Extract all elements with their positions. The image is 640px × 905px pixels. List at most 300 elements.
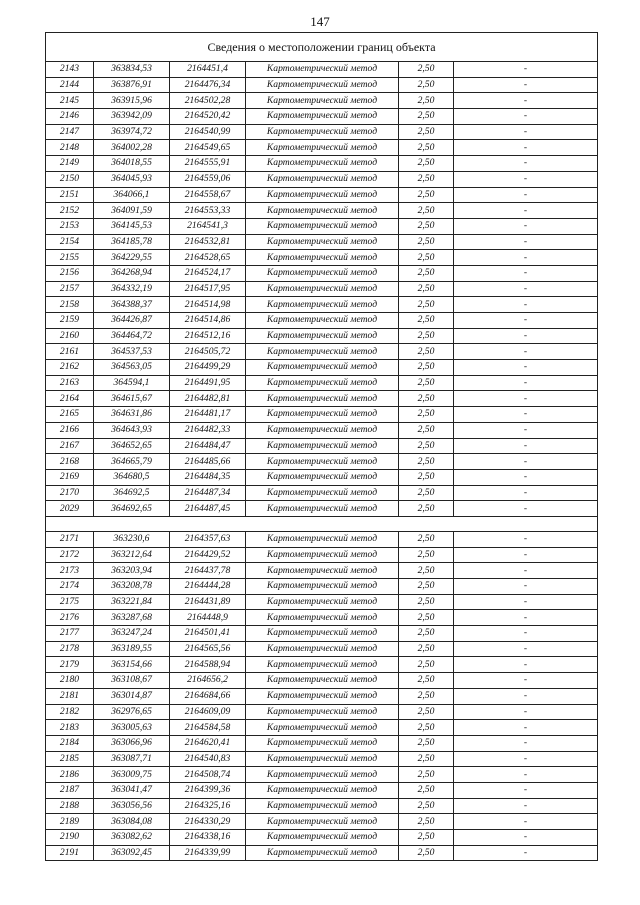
- cell-point-number: 2171: [46, 531, 94, 547]
- cell-method: Картометрический метод: [246, 735, 399, 751]
- cell-coord-x: 362976,65: [94, 704, 170, 720]
- table-row: [46, 673, 598, 689]
- cell-method: Картометрический метод: [246, 626, 399, 642]
- table-row: [46, 156, 598, 172]
- cell-accuracy: 2,50: [399, 140, 454, 156]
- cell-point-number: 2153: [46, 218, 94, 234]
- table-row: [46, 845, 598, 861]
- cell-description: -: [454, 798, 598, 814]
- cell-coord-x: 364537,53: [94, 344, 170, 360]
- cell-method: Картометрический метод: [246, 187, 399, 203]
- cell-description: -: [454, 156, 598, 172]
- cell-point-number: 2154: [46, 234, 94, 250]
- cell-method: Картометрический метод: [246, 234, 399, 250]
- cell-description: -: [454, 407, 598, 423]
- cell-point-number: 2169: [46, 469, 94, 485]
- cell-coord-x: 363203,94: [94, 563, 170, 579]
- cell-coord-x: 364145,53: [94, 218, 170, 234]
- table-row: [46, 814, 598, 830]
- cell-description: -: [454, 782, 598, 798]
- table-row: [46, 77, 598, 93]
- cell-accuracy: 2,50: [399, 156, 454, 172]
- cell-point-number: 2146: [46, 109, 94, 125]
- cell-method: Картометрический метод: [246, 673, 399, 689]
- cell-accuracy: 2,50: [399, 845, 454, 861]
- cell-coord-x: 364066,1: [94, 187, 170, 203]
- table-row: [46, 531, 598, 547]
- cell-coord-x: 364652,65: [94, 438, 170, 454]
- cell-coord-y: 2164540,99: [170, 124, 246, 140]
- cell-description: -: [454, 391, 598, 407]
- cell-accuracy: 2,50: [399, 673, 454, 689]
- cell-method: Картометрический метод: [246, 360, 399, 376]
- cell-point-number: 2163: [46, 375, 94, 391]
- cell-point-number: 2157: [46, 281, 94, 297]
- cell-coord-x: 364594,1: [94, 375, 170, 391]
- cell-description: -: [454, 297, 598, 313]
- cell-description: -: [454, 469, 598, 485]
- cell-coord-x: 363082,62: [94, 830, 170, 846]
- cell-coord-y: 2164528,65: [170, 250, 246, 266]
- cell-coord-y: 2164514,86: [170, 313, 246, 329]
- table-row: [46, 641, 598, 657]
- table-row: [46, 798, 598, 814]
- cell-coord-x: 364229,55: [94, 250, 170, 266]
- cell-accuracy: 2,50: [399, 814, 454, 830]
- cell-method: Картометрический метод: [246, 485, 399, 501]
- cell-accuracy: 2,50: [399, 563, 454, 579]
- cell-coord-x: 364332,19: [94, 281, 170, 297]
- cell-description: -: [454, 218, 598, 234]
- cell-point-number: 2190: [46, 830, 94, 846]
- cell-method: Картометрический метод: [246, 469, 399, 485]
- cell-coord-y: 2164505,72: [170, 344, 246, 360]
- cell-description: -: [454, 124, 598, 140]
- cell-point-number: 2147: [46, 124, 94, 140]
- cell-accuracy: 2,50: [399, 281, 454, 297]
- cell-accuracy: 2,50: [399, 626, 454, 642]
- table-row: [46, 751, 598, 767]
- cell-accuracy: 2,50: [399, 234, 454, 250]
- cell-point-number: 2158: [46, 297, 94, 313]
- cell-coord-x: 364464,72: [94, 328, 170, 344]
- cell-accuracy: 2,50: [399, 344, 454, 360]
- cell-accuracy: 2,50: [399, 579, 454, 595]
- cell-coord-x: 363212,64: [94, 547, 170, 563]
- cell-point-number: 2162: [46, 360, 94, 376]
- cell-accuracy: 2,50: [399, 313, 454, 329]
- cell-coord-y: 2164656,2: [170, 673, 246, 689]
- cell-method: Картометрический метод: [246, 422, 399, 438]
- cell-point-number: 2159: [46, 313, 94, 329]
- cell-coord-y: 2164620,41: [170, 735, 246, 751]
- cell-coord-y: 2164487,34: [170, 485, 246, 501]
- cell-coord-y: 2164476,34: [170, 77, 246, 93]
- table-row: [46, 250, 598, 266]
- cell-accuracy: 2,50: [399, 454, 454, 470]
- table-row: [46, 626, 598, 642]
- cell-accuracy: 2,50: [399, 407, 454, 423]
- cell-accuracy: 2,50: [399, 265, 454, 281]
- cell-method: Картометрический метод: [246, 140, 399, 156]
- cell-method: Картометрический метод: [246, 265, 399, 281]
- table-row: [46, 485, 598, 501]
- table-row: [46, 265, 598, 281]
- cell-description: -: [454, 281, 598, 297]
- table-row: [46, 407, 598, 423]
- cell-description: -: [454, 641, 598, 657]
- cell-accuracy: 2,50: [399, 782, 454, 798]
- cell-coord-x: 364563,05: [94, 360, 170, 376]
- cell-coord-x: 363041,47: [94, 782, 170, 798]
- cell-coord-x: 363230,6: [94, 531, 170, 547]
- cell-description: -: [454, 657, 598, 673]
- cell-method: Картометрический метод: [246, 814, 399, 830]
- cell-coord-y: 2164485,66: [170, 454, 246, 470]
- table-row: [46, 547, 598, 563]
- cell-accuracy: 2,50: [399, 218, 454, 234]
- cell-method: Картометрический метод: [246, 344, 399, 360]
- cell-description: -: [454, 720, 598, 736]
- cell-accuracy: 2,50: [399, 704, 454, 720]
- cell-coord-y: 2164357,63: [170, 531, 246, 547]
- table-row: [46, 281, 598, 297]
- cell-description: -: [454, 140, 598, 156]
- cell-description: -: [454, 563, 598, 579]
- cell-accuracy: 2,50: [399, 767, 454, 783]
- cell-coord-x: 363092,45: [94, 845, 170, 861]
- cell-point-number: 2029: [46, 501, 94, 517]
- cell-description: -: [454, 203, 598, 219]
- cell-point-number: 2145: [46, 93, 94, 109]
- cell-coord-y: 2164514,98: [170, 297, 246, 313]
- cell-method: Картометрический метод: [246, 109, 399, 125]
- cell-accuracy: 2,50: [399, 328, 454, 344]
- cell-coord-x: 363287,68: [94, 610, 170, 626]
- cell-point-number: 2166: [46, 422, 94, 438]
- cell-coord-x: 363108,67: [94, 673, 170, 689]
- cell-coord-x: 363834,53: [94, 62, 170, 78]
- cell-method: Картометрический метод: [246, 531, 399, 547]
- table-row: [46, 501, 598, 517]
- cell-method: Картометрический метод: [246, 93, 399, 109]
- table-row: [46, 328, 598, 344]
- table-row: [46, 688, 598, 704]
- cell-coord-y: 2164484,47: [170, 438, 246, 454]
- cell-coord-y: 2164508,74: [170, 767, 246, 783]
- page-number: 147: [310, 14, 330, 29]
- cell-coord-y: 2164609,09: [170, 704, 246, 720]
- cell-description: -: [454, 626, 598, 642]
- cell-coord-y: 2164684,66: [170, 688, 246, 704]
- cell-accuracy: 2,50: [399, 657, 454, 673]
- cell-description: -: [454, 171, 598, 187]
- cell-coord-y: 2164499,29: [170, 360, 246, 376]
- cell-accuracy: 2,50: [399, 250, 454, 266]
- table-row: [46, 218, 598, 234]
- table-row: [46, 391, 598, 407]
- cell-accuracy: 2,50: [399, 720, 454, 736]
- cell-accuracy: 2,50: [399, 531, 454, 547]
- cell-coord-x: 363208,78: [94, 579, 170, 595]
- cell-description: -: [454, 375, 598, 391]
- cell-coord-x: 363056,56: [94, 798, 170, 814]
- cell-method: Картометрический метод: [246, 501, 399, 517]
- cell-description: -: [454, 767, 598, 783]
- cell-method: Картометрический метод: [246, 830, 399, 846]
- table-row: [46, 93, 598, 109]
- cell-method: Картометрический метод: [246, 563, 399, 579]
- cell-accuracy: 2,50: [399, 187, 454, 203]
- cell-description: -: [454, 673, 598, 689]
- cell-coord-y: 2164482,81: [170, 391, 246, 407]
- cell-description: -: [454, 594, 598, 610]
- cell-method: Картометрический метод: [246, 281, 399, 297]
- cell-coord-y: 2164487,45: [170, 501, 246, 517]
- cell-description: -: [454, 360, 598, 376]
- cell-coord-y: 2164555,91: [170, 156, 246, 172]
- cell-accuracy: 2,50: [399, 360, 454, 376]
- cell-point-number: 2150: [46, 171, 94, 187]
- cell-coord-y: 2164481,17: [170, 407, 246, 423]
- table-row: [46, 313, 598, 329]
- cell-point-number: 2149: [46, 156, 94, 172]
- cell-description: -: [454, 688, 598, 704]
- cell-point-number: 2173: [46, 563, 94, 579]
- table-row: [46, 469, 598, 485]
- cell-accuracy: 2,50: [399, 469, 454, 485]
- table-row: [46, 579, 598, 595]
- cell-coord-x: 364018,55: [94, 156, 170, 172]
- cell-coord-x: 364045,93: [94, 171, 170, 187]
- cell-point-number: 2156: [46, 265, 94, 281]
- cell-accuracy: 2,50: [399, 688, 454, 704]
- cell-point-number: 2152: [46, 203, 94, 219]
- cell-coord-x: 364692,65: [94, 501, 170, 517]
- table-row: [46, 563, 598, 579]
- cell-point-number: 2164: [46, 391, 94, 407]
- table-row: [46, 704, 598, 720]
- cell-coord-y: 2164484,35: [170, 469, 246, 485]
- cell-method: Картометрический метод: [246, 313, 399, 329]
- cell-coord-x: 363154,66: [94, 657, 170, 673]
- cell-accuracy: 2,50: [399, 501, 454, 517]
- cell-accuracy: 2,50: [399, 485, 454, 501]
- cell-coord-y: 2164559,06: [170, 171, 246, 187]
- cell-coord-x: 364643,93: [94, 422, 170, 438]
- cell-method: Картометрический метод: [246, 657, 399, 673]
- cell-method: Картометрический метод: [246, 720, 399, 736]
- cell-coord-x: 363087,71: [94, 751, 170, 767]
- cell-description: -: [454, 830, 598, 846]
- cell-accuracy: 2,50: [399, 124, 454, 140]
- table-row: [46, 109, 598, 125]
- cell-accuracy: 2,50: [399, 610, 454, 626]
- table-title-row: [46, 33, 598, 62]
- cell-coord-x: 363189,55: [94, 641, 170, 657]
- cell-coord-y: 2164325,16: [170, 798, 246, 814]
- table-row: [46, 830, 598, 846]
- cell-point-number: 2161: [46, 344, 94, 360]
- cell-point-number: 2160: [46, 328, 94, 344]
- cell-description: -: [454, 77, 598, 93]
- cell-point-number: 2185: [46, 751, 94, 767]
- cell-coord-x: 364615,67: [94, 391, 170, 407]
- cell-coord-y: 2164399,36: [170, 782, 246, 798]
- cell-method: Картометрический метод: [246, 328, 399, 344]
- cell-coord-y: 2164338,16: [170, 830, 246, 846]
- cell-coord-x: 364631,86: [94, 407, 170, 423]
- cell-method: Картометрический метод: [246, 547, 399, 563]
- cell-point-number: 2176: [46, 610, 94, 626]
- cell-description: -: [454, 313, 598, 329]
- table-row: [46, 203, 598, 219]
- cell-point-number: 2188: [46, 798, 94, 814]
- cell-coord-y: 2164520,42: [170, 109, 246, 125]
- cell-method: Картометрический метод: [246, 297, 399, 313]
- cell-point-number: 2143: [46, 62, 94, 78]
- table-row: [46, 187, 598, 203]
- cell-coord-x: 364426,87: [94, 313, 170, 329]
- cell-coord-x: 363974,72: [94, 124, 170, 140]
- cell-coord-x: 363014,87: [94, 688, 170, 704]
- cell-coord-y: 2164330,29: [170, 814, 246, 830]
- cell-method: Картометрический метод: [246, 845, 399, 861]
- cell-coord-y: 2164501,41: [170, 626, 246, 642]
- cell-coord-x: 364665,79: [94, 454, 170, 470]
- table-row: [46, 234, 598, 250]
- cell-description: -: [454, 485, 598, 501]
- cell-coord-x: 364091,59: [94, 203, 170, 219]
- cell-coord-y: 2164584,58: [170, 720, 246, 736]
- cell-coord-x: 363005,63: [94, 720, 170, 736]
- table-row: [46, 454, 598, 470]
- cell-description: -: [454, 422, 598, 438]
- table-row: [46, 171, 598, 187]
- cell-point-number: 2175: [46, 594, 94, 610]
- cell-point-number: 2178: [46, 641, 94, 657]
- cell-accuracy: 2,50: [399, 203, 454, 219]
- table-row: [46, 782, 598, 798]
- cell-description: -: [454, 751, 598, 767]
- cell-description: -: [454, 547, 598, 563]
- cell-description: -: [454, 501, 598, 517]
- table-row: [46, 344, 598, 360]
- cell-point-number: 2168: [46, 454, 94, 470]
- cell-accuracy: 2,50: [399, 594, 454, 610]
- cell-point-number: 2180: [46, 673, 94, 689]
- cell-method: Картометрический метод: [246, 751, 399, 767]
- cell-accuracy: 2,50: [399, 109, 454, 125]
- cell-coord-y: 2164451,4: [170, 62, 246, 78]
- cell-method: Картометрический метод: [246, 375, 399, 391]
- cell-description: -: [454, 735, 598, 751]
- cell-accuracy: 2,50: [399, 641, 454, 657]
- cell-point-number: 2165: [46, 407, 94, 423]
- cell-coord-y: 2164524,17: [170, 265, 246, 281]
- cell-coord-y: 2164448,9: [170, 610, 246, 626]
- cell-coord-x: 364002,28: [94, 140, 170, 156]
- table-row: [46, 438, 598, 454]
- cell-description: -: [454, 610, 598, 626]
- cell-method: Картометрический метод: [246, 610, 399, 626]
- boundary-coordinates-table: [45, 32, 598, 861]
- cell-coord-x: 364185,78: [94, 234, 170, 250]
- cell-coord-y: 2164549,65: [170, 140, 246, 156]
- cell-method: Картометрический метод: [246, 156, 399, 172]
- cell-coord-y: 2164558,67: [170, 187, 246, 203]
- cell-description: -: [454, 814, 598, 830]
- cell-method: Картометрический метод: [246, 62, 399, 78]
- cell-accuracy: 2,50: [399, 547, 454, 563]
- table-title: Сведения о местоположении границ объекта: [46, 33, 598, 62]
- cell-point-number: 2186: [46, 767, 94, 783]
- cell-point-number: 2191: [46, 845, 94, 861]
- cell-method: Картометрический метод: [246, 798, 399, 814]
- table-row: [46, 297, 598, 313]
- cell-method: Картометрический метод: [246, 767, 399, 783]
- cell-accuracy: 2,50: [399, 171, 454, 187]
- cell-method: Картометрический метод: [246, 77, 399, 93]
- cell-coord-y: 2164491,95: [170, 375, 246, 391]
- table-row: [46, 375, 598, 391]
- cell-coord-y: 2164482,33: [170, 422, 246, 438]
- cell-point-number: 2179: [46, 657, 94, 673]
- cell-point-number: 2155: [46, 250, 94, 266]
- cell-method: Картометрический метод: [246, 454, 399, 470]
- cell-coord-y: 2164429,52: [170, 547, 246, 563]
- table-row: [46, 735, 598, 751]
- cell-point-number: 2184: [46, 735, 94, 751]
- cell-coord-x: 363009,75: [94, 767, 170, 783]
- cell-accuracy: 2,50: [399, 375, 454, 391]
- table-row: [46, 610, 598, 626]
- cell-coord-y: 2164588,94: [170, 657, 246, 673]
- cell-description: -: [454, 234, 598, 250]
- cell-point-number: 2177: [46, 626, 94, 642]
- cell-method: Картометрический метод: [246, 391, 399, 407]
- cell-description: -: [454, 344, 598, 360]
- cell-coord-y: 2164502,28: [170, 93, 246, 109]
- cell-coord-x: 363066,96: [94, 735, 170, 751]
- cell-point-number: 2183: [46, 720, 94, 736]
- cell-point-number: 2189: [46, 814, 94, 830]
- cell-coord-y: 2164565,56: [170, 641, 246, 657]
- cell-point-number: 2151: [46, 187, 94, 203]
- cell-accuracy: 2,50: [399, 751, 454, 767]
- cell-point-number: 2148: [46, 140, 94, 156]
- table-row: [46, 124, 598, 140]
- cell-method: Картометрический метод: [246, 171, 399, 187]
- cell-accuracy: 2,50: [399, 297, 454, 313]
- cell-accuracy: 2,50: [399, 77, 454, 93]
- cell-description: -: [454, 109, 598, 125]
- cell-description: -: [454, 62, 598, 78]
- cell-coord-x: 363942,09: [94, 109, 170, 125]
- cell-coord-y: 2164532,81: [170, 234, 246, 250]
- cell-method: Картометрический метод: [246, 203, 399, 219]
- cell-accuracy: 2,50: [399, 798, 454, 814]
- cell-method: Картометрический метод: [246, 704, 399, 720]
- cell-accuracy: 2,50: [399, 735, 454, 751]
- cell-method: Картометрический метод: [246, 438, 399, 454]
- cell-point-number: 2167: [46, 438, 94, 454]
- cell-coord-y: 2164444,28: [170, 579, 246, 595]
- cell-method: Картометрический метод: [246, 641, 399, 657]
- cell-accuracy: 2,50: [399, 422, 454, 438]
- cell-coord-y: 2164437,78: [170, 563, 246, 579]
- cell-coord-y: 2164540,83: [170, 751, 246, 767]
